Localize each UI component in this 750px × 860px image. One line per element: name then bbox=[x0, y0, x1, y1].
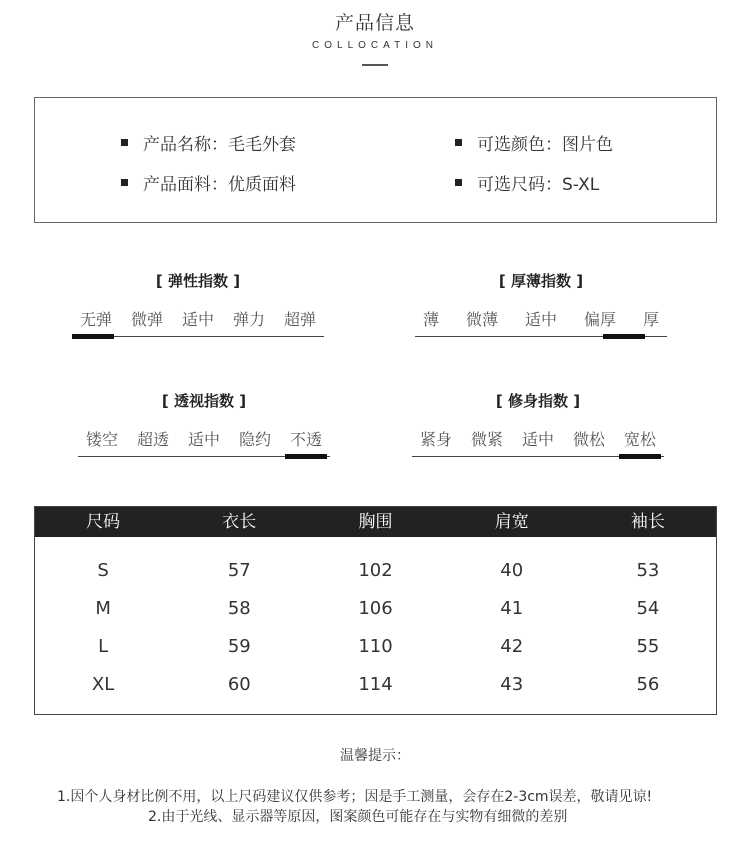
table-header-cell: 胸围 bbox=[358, 512, 393, 532]
table-cell: M bbox=[95, 598, 111, 619]
index-option: 适中 bbox=[521, 430, 554, 449]
transparency-index bbox=[78, 390, 330, 480]
fit-index bbox=[412, 390, 664, 480]
index-selected-marker bbox=[285, 454, 327, 459]
index-option: 微松 bbox=[572, 430, 605, 449]
tip-line-1: 1.因个人身材比例不用，以上尺码建议仅供参考；因是手工测量，会存在2-3cm误差，敬请见谅! bbox=[57, 789, 653, 805]
tips-title: 温馨提示： bbox=[340, 748, 410, 764]
bullet-icon bbox=[121, 179, 128, 186]
page-subtitle: COLLOCATION bbox=[312, 40, 438, 51]
tip-line-2: 2.由于光线、显示器等原因，图案颜色可能存在与实物有细微的差别 bbox=[148, 809, 568, 825]
table-cell: 60 bbox=[227, 674, 251, 695]
index-selected-marker bbox=[603, 334, 645, 339]
size-table bbox=[34, 506, 717, 715]
table-row bbox=[35, 590, 716, 628]
transparency-index-options bbox=[78, 427, 330, 450]
thickness-index bbox=[415, 270, 667, 360]
table-header bbox=[35, 507, 716, 537]
info-product-size-text: 可选尺码：S-XL bbox=[477, 175, 600, 195]
table-cell: 55 bbox=[636, 636, 660, 657]
elasticity-index-title: [ 弹性指数 ] bbox=[155, 272, 241, 290]
info-product-color bbox=[455, 130, 613, 155]
index-selected-marker bbox=[619, 454, 661, 459]
bullet-icon bbox=[455, 139, 462, 146]
table-cell: 114 bbox=[358, 674, 393, 695]
info-product-fabric bbox=[121, 170, 296, 195]
index-option: 紧身 bbox=[420, 430, 453, 449]
table-cell: 110 bbox=[358, 636, 393, 657]
info-product-color-text: 可选颜色：图片色 bbox=[477, 135, 613, 155]
transparency-index-title: [ 透视指数 ] bbox=[161, 392, 247, 410]
table-cell: L bbox=[98, 636, 109, 657]
index-option: 微紧 bbox=[470, 430, 503, 449]
index-option: 宽松 bbox=[623, 430, 656, 449]
table-header-cell: 尺码 bbox=[86, 512, 121, 532]
index-option: 偏厚 bbox=[583, 310, 616, 329]
table-cell: 53 bbox=[636, 560, 660, 581]
index-option: 不透 bbox=[289, 430, 322, 449]
table-row bbox=[35, 628, 716, 666]
table-cell: 106 bbox=[358, 598, 393, 619]
thickness-index-title: [ 厚薄指数 ] bbox=[498, 272, 584, 290]
bullet-icon bbox=[455, 179, 462, 186]
index-option: 镂空 bbox=[86, 430, 119, 449]
info-product-name bbox=[121, 130, 296, 155]
table-cell: 58 bbox=[227, 598, 251, 619]
table-cell: 42 bbox=[500, 636, 524, 657]
index-option: 薄 bbox=[423, 310, 440, 329]
table-header-cell: 袖长 bbox=[630, 512, 665, 532]
elasticity-index-options bbox=[72, 307, 324, 330]
index-option: 适中 bbox=[187, 430, 220, 449]
info-product-name-text: 产品名称：毛毛外套 bbox=[143, 135, 296, 155]
table-row bbox=[35, 666, 716, 704]
title-divider bbox=[362, 64, 388, 66]
table-cell: 40 bbox=[500, 560, 524, 581]
index-option: 厚 bbox=[642, 310, 659, 329]
table-cell: 59 bbox=[227, 636, 251, 657]
fit-index-title: [ 修身指数 ] bbox=[495, 392, 581, 410]
table-cell: 43 bbox=[500, 674, 524, 695]
index-option: 超弹 bbox=[283, 310, 316, 329]
index-option: 隐约 bbox=[238, 430, 271, 449]
index-option: 弹力 bbox=[232, 310, 265, 329]
thickness-index-options bbox=[415, 307, 667, 330]
table-cell: 102 bbox=[358, 560, 393, 581]
table-cell: XL bbox=[91, 674, 115, 695]
table-cell: S bbox=[97, 560, 109, 581]
index-option: 微弹 bbox=[130, 310, 163, 329]
index-selected-marker bbox=[72, 334, 114, 339]
table-cell: 56 bbox=[636, 674, 660, 695]
info-product-fabric-text: 产品面料：优质面料 bbox=[143, 175, 296, 195]
page-title: 产品信息 bbox=[334, 12, 415, 34]
table-cell: 54 bbox=[636, 598, 660, 619]
index-option: 无弹 bbox=[80, 310, 113, 329]
index-option: 超透 bbox=[136, 430, 169, 449]
table-cell: 41 bbox=[500, 598, 524, 619]
elasticity-index bbox=[72, 270, 324, 360]
info-product-size bbox=[455, 170, 599, 195]
index-option: 适中 bbox=[181, 310, 214, 329]
table-header-cell: 肩宽 bbox=[494, 512, 529, 532]
product-info-box bbox=[34, 97, 717, 223]
table-row bbox=[35, 552, 716, 590]
table-cell: 57 bbox=[227, 560, 251, 581]
fit-index-options bbox=[412, 427, 664, 450]
table-header-cell: 衣长 bbox=[222, 512, 257, 532]
index-option: 适中 bbox=[524, 310, 557, 329]
bullet-icon bbox=[121, 139, 128, 146]
index-option: 微薄 bbox=[465, 310, 498, 329]
